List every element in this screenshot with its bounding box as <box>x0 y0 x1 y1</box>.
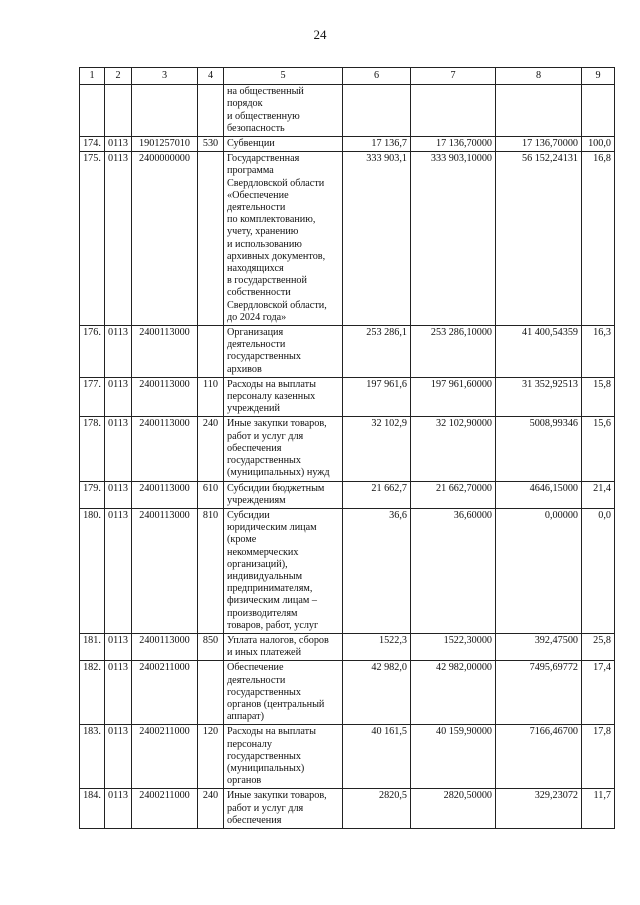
amount-budget-list: 2820,50000 <box>411 789 496 829</box>
item-name: Иные закупки товаров, работ и услуг для обеспечения государственных (муниципальных) нужд <box>224 417 343 481</box>
execution-percent <box>582 85 615 137</box>
amount-executed: 0,00000 <box>496 508 582 633</box>
section-code: 0113 <box>105 633 132 660</box>
table-row <box>80 789 615 829</box>
table-row <box>80 633 615 660</box>
amount-executed <box>496 85 582 137</box>
target-article-code: 2400113000 <box>132 377 198 417</box>
row-number: 184. <box>80 789 105 829</box>
row-number: 175. <box>80 152 105 326</box>
amount-budget-list: 333 903,10000 <box>411 152 496 326</box>
table-row <box>80 137 615 152</box>
expense-type-code <box>198 152 224 326</box>
table-row <box>80 417 615 481</box>
target-article-code: 2400211000 <box>132 725 198 789</box>
header-col-9: 9 <box>582 68 615 85</box>
section-code: 0113 <box>105 137 132 152</box>
table-row <box>80 481 615 508</box>
row-number <box>80 85 105 137</box>
execution-percent: 0,0 <box>582 508 615 633</box>
target-article-code <box>132 85 198 137</box>
expense-type-code: 850 <box>198 633 224 660</box>
row-number: 182. <box>80 661 105 725</box>
header-col-1: 1 <box>80 68 105 85</box>
section-code: 0113 <box>105 661 132 725</box>
item-name: Иные закупки товаров, работ и услуг для обеспечения <box>224 789 343 829</box>
target-article-code: 2400113000 <box>132 417 198 481</box>
amount-approved: 36,6 <box>343 508 411 633</box>
amount-executed: 7495,69772 <box>496 661 582 725</box>
execution-percent: 15,8 <box>582 377 615 417</box>
row-number: 183. <box>80 725 105 789</box>
amount-executed: 4646,15000 <box>496 481 582 508</box>
execution-percent: 21,4 <box>582 481 615 508</box>
item-name: Организация деятельности государственных архивов <box>224 326 343 378</box>
amount-budget-list <box>411 85 496 137</box>
row-number: 181. <box>80 633 105 660</box>
amount-approved: 197 961,6 <box>343 377 411 417</box>
row-number: 180. <box>80 508 105 633</box>
item-name: Уплата налогов, сборов и иных платежей <box>224 633 343 660</box>
execution-percent: 16,3 <box>582 326 615 378</box>
table-row <box>80 725 615 789</box>
amount-approved: 17 136,7 <box>343 137 411 152</box>
target-article-code: 2400113000 <box>132 633 198 660</box>
header-col-8: 8 <box>496 68 582 85</box>
amount-approved <box>343 85 411 137</box>
item-name: Субсидии юридическим лицам (кроме некоммерческих организаций), индивидуальным предпринимателям, физическим лицам – производителям товаров, работ, услуг <box>224 508 343 633</box>
item-name: Расходы на выплаты персоналу казенных учреждений <box>224 377 343 417</box>
amount-executed: 5008,99346 <box>496 417 582 481</box>
header-col-5: 5 <box>224 68 343 85</box>
section-code: 0113 <box>105 417 132 481</box>
table-row <box>80 377 615 417</box>
target-article-code: 2400113000 <box>132 508 198 633</box>
target-article-code: 2400211000 <box>132 661 198 725</box>
header-col-2: 2 <box>105 68 132 85</box>
item-name: Государственная программа Свердловской области «Обеспечение деятельности по комплектованию, учету, хранению и использованию архивных документов, находящихся в государственной собственности Свердловской области, до 2024 года» <box>224 152 343 326</box>
table-row <box>80 85 615 137</box>
amount-executed: 56 152,24131 <box>496 152 582 326</box>
item-name: Обеспечение деятельности государственных органов (центральный аппарат) <box>224 661 343 725</box>
item-name: Расходы на выплаты персоналу государственных (муниципальных) органов <box>224 725 343 789</box>
expense-type-code: 110 <box>198 377 224 417</box>
amount-approved: 253 286,1 <box>343 326 411 378</box>
table-row <box>80 152 615 326</box>
section-code: 0113 <box>105 789 132 829</box>
amount-budget-list: 32 102,90000 <box>411 417 496 481</box>
amount-budget-list: 40 159,90000 <box>411 725 496 789</box>
row-number: 178. <box>80 417 105 481</box>
target-article-code: 1901257010 <box>132 137 198 152</box>
row-number: 174. <box>80 137 105 152</box>
target-article-code: 2400113000 <box>132 326 198 378</box>
section-code: 0113 <box>105 481 132 508</box>
target-article-code: 2400211000 <box>132 789 198 829</box>
amount-approved: 1522,3 <box>343 633 411 660</box>
header-col-6: 6 <box>343 68 411 85</box>
table-header-row <box>80 68 615 85</box>
section-code: 0113 <box>105 152 132 326</box>
expense-type-code: 610 <box>198 481 224 508</box>
expense-type-code <box>198 661 224 725</box>
amount-budget-list: 21 662,70000 <box>411 481 496 508</box>
amount-approved: 40 161,5 <box>343 725 411 789</box>
budget-table <box>79 67 615 829</box>
amount-budget-list: 253 286,10000 <box>411 326 496 378</box>
amount-approved: 42 982,0 <box>343 661 411 725</box>
amount-approved: 32 102,9 <box>343 417 411 481</box>
header-col-3: 3 <box>132 68 198 85</box>
amount-executed: 392,47500 <box>496 633 582 660</box>
execution-percent: 17,8 <box>582 725 615 789</box>
amount-budget-list: 42 982,00000 <box>411 661 496 725</box>
amount-executed: 7166,46700 <box>496 725 582 789</box>
amount-budget-list: 17 136,70000 <box>411 137 496 152</box>
item-name: на общественный порядок и общественную безопасность <box>224 85 343 137</box>
expense-type-code: 810 <box>198 508 224 633</box>
execution-percent: 25,8 <box>582 633 615 660</box>
amount-budget-list: 36,60000 <box>411 508 496 633</box>
row-number: 179. <box>80 481 105 508</box>
expense-type-code <box>198 326 224 378</box>
execution-percent: 17,4 <box>582 661 615 725</box>
amount-budget-list: 1522,30000 <box>411 633 496 660</box>
amount-executed: 17 136,70000 <box>496 137 582 152</box>
item-name: Субвенции <box>224 137 343 152</box>
expense-type-code: 240 <box>198 789 224 829</box>
item-name: Субсидии бюджетным учреждениям <box>224 481 343 508</box>
amount-approved: 2820,5 <box>343 789 411 829</box>
expense-type-code <box>198 85 224 137</box>
amount-approved: 21 662,7 <box>343 481 411 508</box>
table-row <box>80 326 615 378</box>
execution-percent: 16,8 <box>582 152 615 326</box>
execution-percent: 100,0 <box>582 137 615 152</box>
row-number: 176. <box>80 326 105 378</box>
execution-percent: 11,7 <box>582 789 615 829</box>
section-code: 0113 <box>105 508 132 633</box>
target-article-code: 2400113000 <box>132 481 198 508</box>
section-code: 0113 <box>105 326 132 378</box>
amount-executed: 329,23072 <box>496 789 582 829</box>
amount-executed: 41 400,54359 <box>496 326 582 378</box>
amount-approved: 333 903,1 <box>343 152 411 326</box>
expense-type-code: 530 <box>198 137 224 152</box>
amount-executed: 31 352,92513 <box>496 377 582 417</box>
table-row <box>80 508 615 633</box>
section-code: 0113 <box>105 377 132 417</box>
target-article-code: 2400000000 <box>132 152 198 326</box>
table-row <box>80 661 615 725</box>
expense-type-code: 240 <box>198 417 224 481</box>
amount-budget-list: 197 961,60000 <box>411 377 496 417</box>
header-col-4: 4 <box>198 68 224 85</box>
row-number: 177. <box>80 377 105 417</box>
section-code <box>105 85 132 137</box>
section-code: 0113 <box>105 725 132 789</box>
execution-percent: 15,6 <box>582 417 615 481</box>
header-col-7: 7 <box>411 68 496 85</box>
page-number: 24 <box>313 27 327 42</box>
expense-type-code: 120 <box>198 725 224 789</box>
